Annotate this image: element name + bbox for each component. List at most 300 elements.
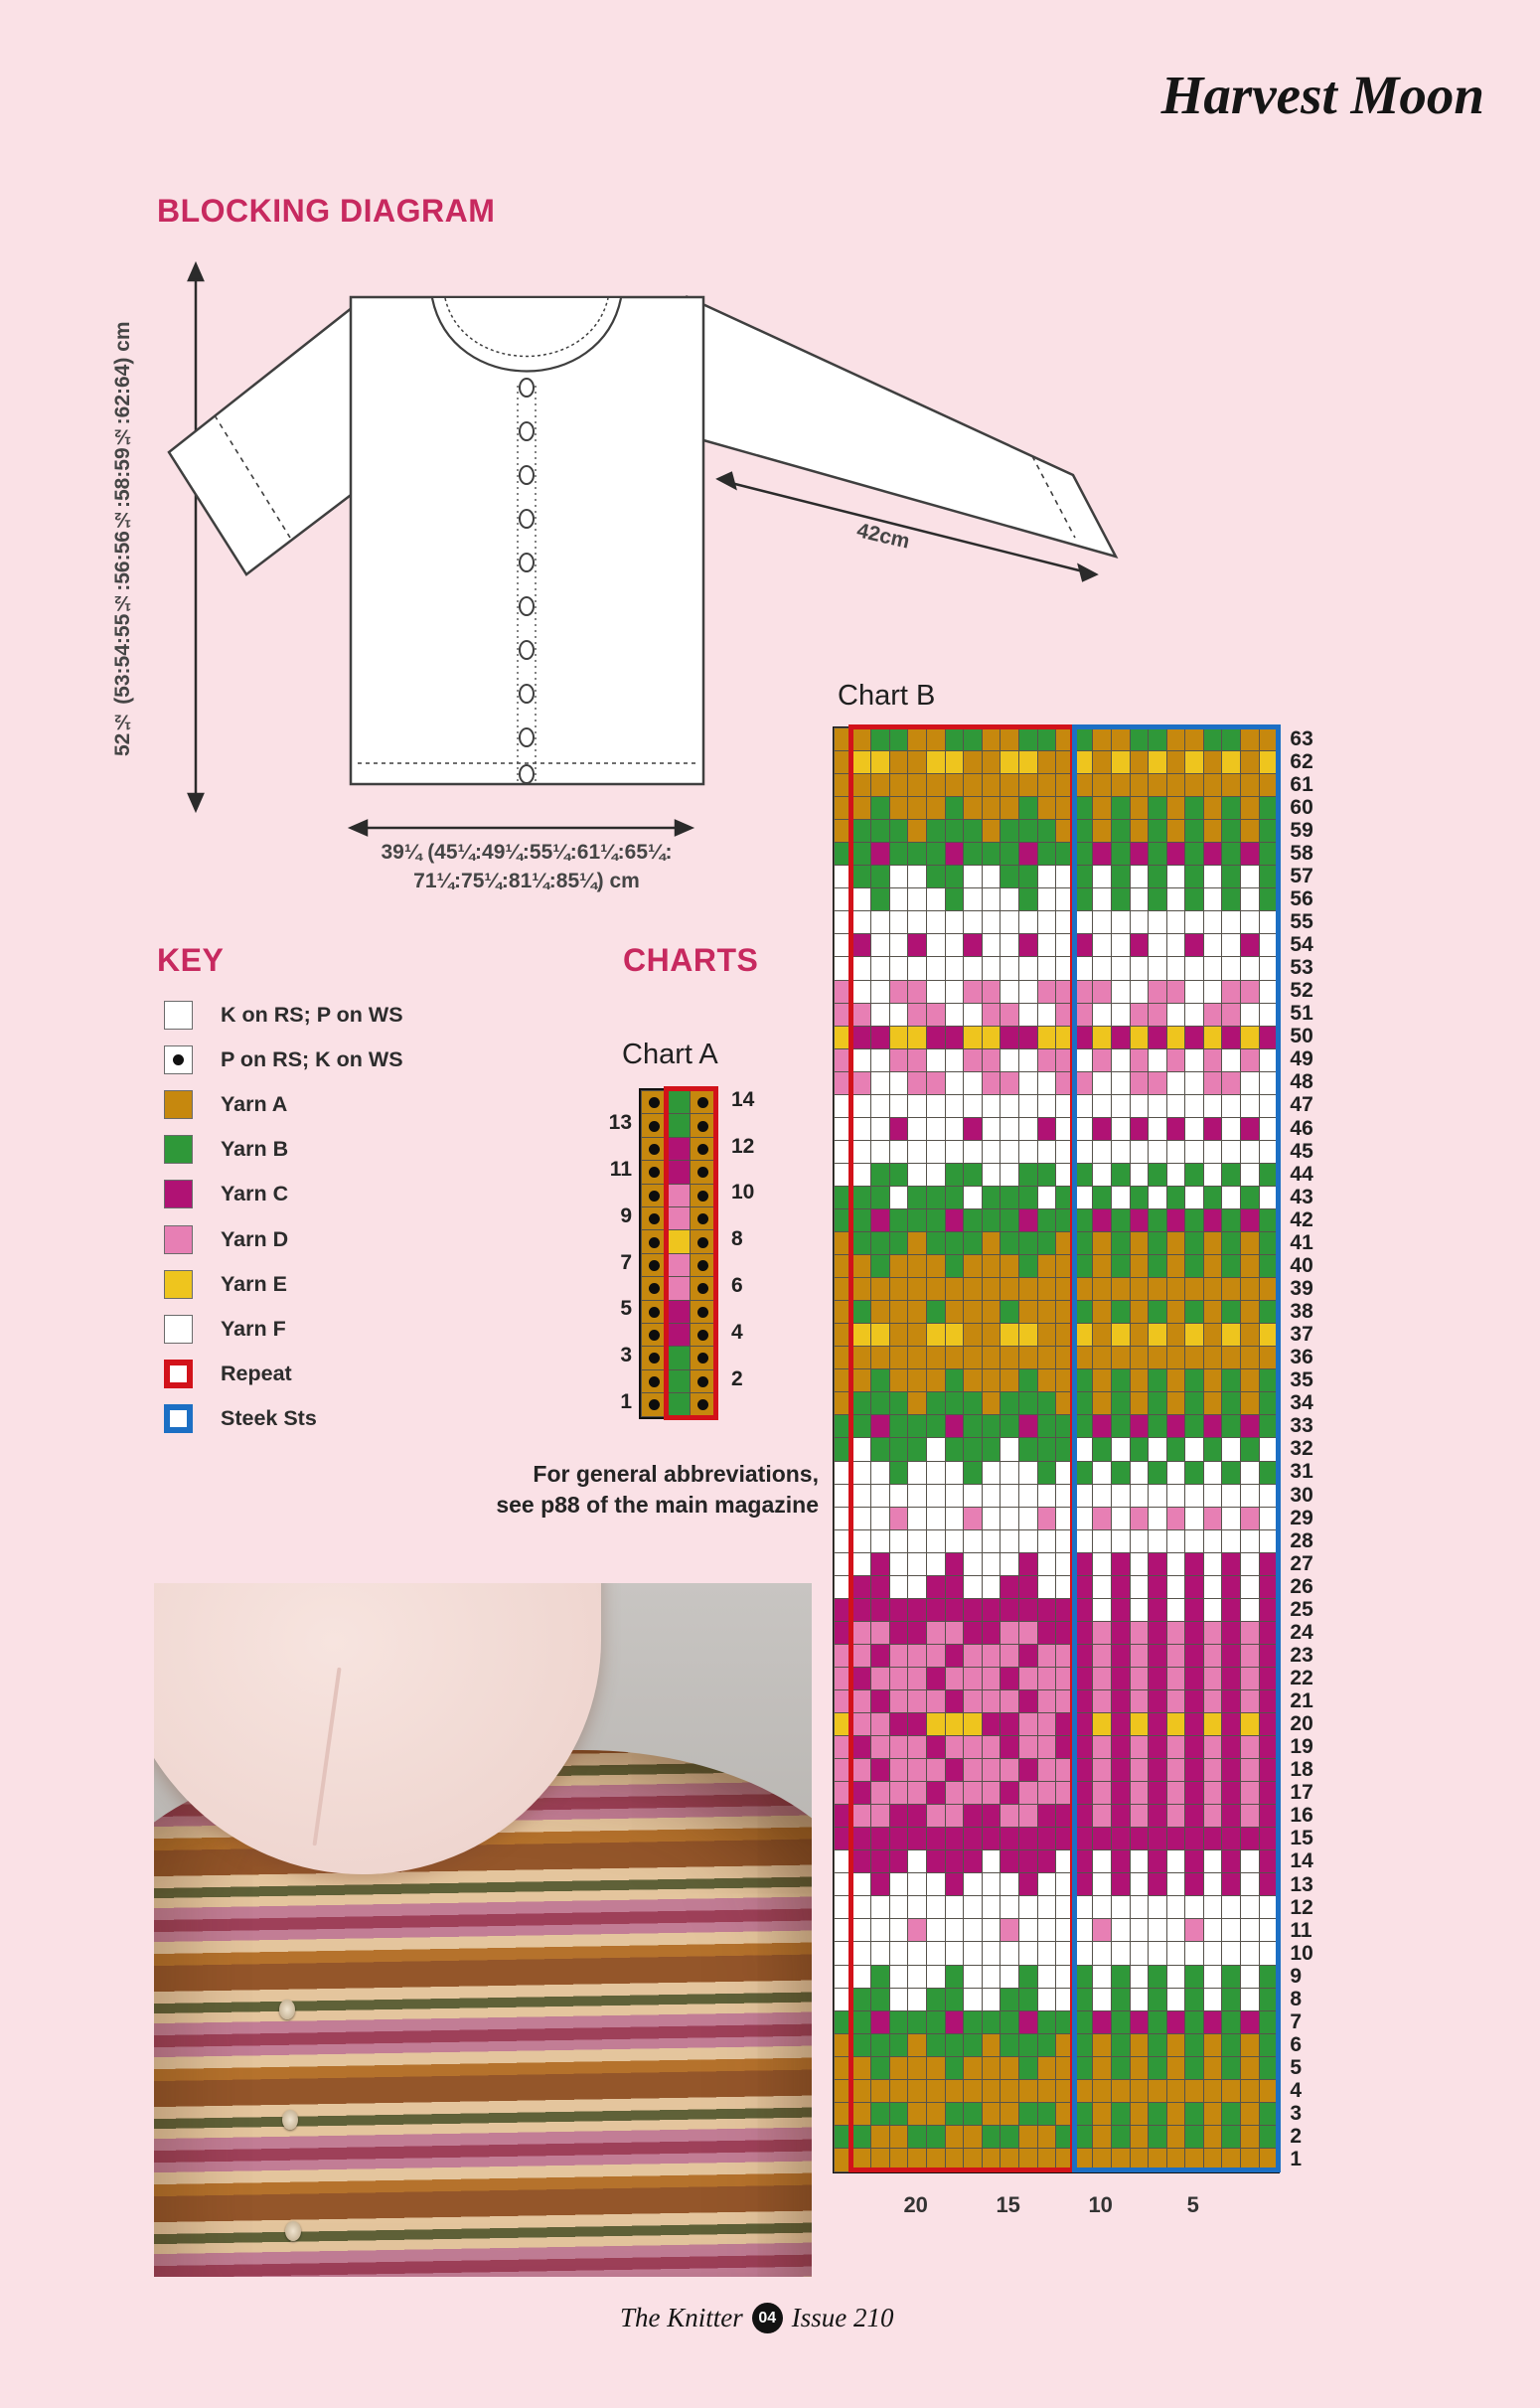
chart-cell-yarn-B	[946, 820, 965, 843]
chart-cell-yarn-C	[1260, 1645, 1279, 1668]
chart-cell-yarn-B	[1149, 1255, 1167, 1278]
chart-cell-yarn-F	[1149, 1438, 1167, 1461]
chart-cell-yarn-B	[1222, 820, 1241, 843]
key-item-label: Yarn D	[221, 1226, 289, 1251]
chart-cell-yarn-B	[835, 2126, 853, 2149]
chart-cell-yarn-D	[1019, 1805, 1038, 1828]
chart-cell-yarn-C	[1131, 1209, 1150, 1232]
chart-cell-yarn-C	[908, 1828, 927, 1850]
chart-cell-yarn-C	[1075, 1759, 1094, 1782]
chart-b-row-number: 6	[1290, 2032, 1303, 2056]
chart-cell-yarn-B	[1038, 1438, 1057, 1461]
chart-cell-yarn-A	[1149, 2149, 1167, 2171]
chart-cell-yarn-B	[908, 1209, 927, 1232]
chart-b-row-number: 49	[1290, 1047, 1313, 1071]
chart-cell-yarn-A	[890, 2126, 909, 2149]
chart-cell-yarn-F	[835, 1118, 853, 1141]
chart-cell-yarn-A	[1131, 2057, 1150, 2080]
chart-cell-yarn-D	[927, 1645, 946, 1668]
chart-b-stitch-number: 10	[1088, 2191, 1113, 2217]
footer	[620, 2303, 894, 2333]
chart-cell-yarn-B	[835, 1438, 853, 1461]
chart-cell-yarn-B	[1112, 2034, 1131, 2057]
chart-cell-yarn-A	[1112, 2080, 1131, 2103]
chart-cell-yarn-B	[1075, 1255, 1094, 1278]
chart-cell-yarn-F	[1222, 1118, 1241, 1141]
chart-b-row-number: 40	[1290, 1253, 1313, 1277]
chart-cell-yarn-F	[1112, 1141, 1131, 1164]
chart-cell-yarn-C	[1019, 1645, 1038, 1668]
chart-cell-yarn-B	[964, 1232, 983, 1255]
chart-cell-yarn-F	[835, 1095, 853, 1118]
chart-cell-yarn-F	[1056, 1485, 1075, 1508]
chart-cell-yarn-A	[642, 1347, 667, 1369]
chart-cell-yarn-D	[964, 1736, 983, 1759]
chart-cell-yarn-D	[1222, 1072, 1241, 1095]
chart-cell-yarn-F	[1149, 1095, 1167, 1118]
chart-cell-yarn-F	[1038, 1919, 1057, 1942]
chart-cell-yarn-C	[1185, 1622, 1204, 1645]
chart-cell-yarn-F	[1112, 1919, 1131, 1942]
chart-cell-yarn-C	[1260, 1782, 1279, 1805]
chart-cell-yarn-B	[1149, 1989, 1167, 2011]
chart-cell-yarn-F	[1093, 1553, 1112, 1576]
chart-cell-yarn-F	[1001, 1462, 1019, 1485]
chart-cell-yarn-F	[1204, 1599, 1223, 1622]
chart-cell-yarn-B	[964, 1415, 983, 1438]
chart-cell-yarn-A	[871, 1278, 890, 1301]
chart-cell-yarn-D	[1204, 1049, 1223, 1072]
chart-cell-yarn-A	[1204, 774, 1223, 797]
chart-b-row-number: 18	[1290, 1758, 1313, 1782]
chart-cell-yarn-A	[927, 1369, 946, 1392]
chart-cell-yarn-B	[1222, 888, 1241, 911]
chart-cell-yarn-C	[1019, 1599, 1038, 1622]
chart-cell-yarn-F	[1222, 1508, 1241, 1530]
key-swatch	[164, 1360, 193, 1388]
abbreviations-note: For general abbreviations, see p88 of the main magazine	[496, 1461, 819, 1518]
chart-cell-yarn-B	[1112, 2126, 1131, 2149]
chart-cell-yarn-A	[1093, 728, 1112, 751]
chart-cell-yarn-A	[1056, 2080, 1075, 2103]
chart-cell-yarn-A	[1038, 2057, 1057, 2080]
chart-cell-yarn-B	[1185, 1209, 1204, 1232]
chart-cell-yarn-D	[835, 1072, 853, 1095]
key-swatch	[164, 1270, 193, 1299]
chart-cell-yarn-F	[964, 866, 983, 888]
chart-cell-yarn-F	[853, 1530, 872, 1553]
chart-cell-yarn-F	[1093, 1599, 1112, 1622]
chart-cell-yarn-A	[1019, 774, 1038, 797]
chart-cell-yarn-D	[835, 1004, 853, 1027]
chart-cell-yarn-B	[853, 866, 872, 888]
chart-cell-yarn-C	[890, 1828, 909, 1850]
chart-cell-yarn-F	[1222, 1049, 1241, 1072]
chart-cell-yarn-C	[890, 1622, 909, 1645]
chart-cell-yarn-D	[927, 1622, 946, 1645]
chart-cell-yarn-F	[1038, 1530, 1057, 1553]
chart-cell-yarn-C	[908, 934, 927, 957]
chart-cell-yarn-C	[964, 1828, 983, 1850]
chart-cell-yarn-A	[1204, 1278, 1223, 1301]
chart-cell-yarn-F	[1131, 1141, 1150, 1164]
chart-cell-yarn-B	[871, 2057, 890, 2080]
chart-cell-yarn-C	[964, 1805, 983, 1828]
chart-cell-yarn-E	[1112, 1324, 1131, 1347]
chart-cell-yarn-A	[1056, 2149, 1075, 2171]
chart-cell-yarn-D	[983, 1690, 1001, 1713]
chart-cell-yarn-D	[1204, 1004, 1223, 1027]
chart-cell-yarn-B	[1075, 1966, 1094, 1989]
chart-cell-yarn-F	[1112, 1508, 1131, 1530]
chart-cell-yarn-D	[1241, 1645, 1260, 1668]
chart-cell-yarn-C	[1149, 1576, 1167, 1599]
chart-cell-yarn-F	[964, 1873, 983, 1896]
chart-cell-yarn-B	[1222, 1369, 1241, 1392]
chart-cell-yarn-A	[1185, 1278, 1204, 1301]
chart-cell-yarn-D	[908, 1759, 927, 1782]
chart-cell-yarn-B	[1185, 1301, 1204, 1324]
chart-cell-yarn-B	[1185, 2126, 1204, 2149]
chart-cell-yarn-F	[1056, 1462, 1075, 1485]
chart-b-stitch-number: 20	[903, 2191, 928, 2217]
chart-cell-yarn-D	[964, 1782, 983, 1805]
chart-cell-yarn-D	[835, 1782, 853, 1805]
chart-cell-yarn-F	[890, 957, 909, 980]
chart-cell-yarn-C	[1185, 1850, 1204, 1873]
chart-cell-yarn-A	[835, 2103, 853, 2126]
chart-cell-yarn-F	[1093, 1095, 1112, 1118]
chart-cell-yarn-B	[835, 1415, 853, 1438]
chart-cell-yarn-A	[1019, 2149, 1038, 2171]
chart-cell-yarn-B	[927, 843, 946, 866]
chart-cell-yarn-D	[908, 1736, 927, 1759]
chart-cell-yarn-B	[871, 1187, 890, 1209]
chart-cell-yarn-D	[983, 1782, 1001, 1805]
chart-cell-yarn-B	[927, 866, 946, 888]
chart-cell-yarn-B	[1001, 1232, 1019, 1255]
chart-cell-yarn-D	[908, 1782, 927, 1805]
chart-cell-yarn-F	[890, 888, 909, 911]
chart-cell-yarn-C	[1019, 1690, 1038, 1713]
chart-cell-yarn-B	[1019, 1164, 1038, 1187]
chart-cell-yarn-A	[1241, 1324, 1260, 1347]
chart-cell-yarn-B	[853, 2034, 872, 2057]
chart-cell-yarn-F	[908, 888, 927, 911]
chart-b-row-number: 29	[1290, 1506, 1313, 1529]
chart-cell-yarn-F	[1260, 1049, 1279, 1072]
chart-cell-yarn-C	[853, 1850, 872, 1873]
chart-cell-yarn-C	[946, 1553, 965, 1576]
chart-cell-yarn-F	[1167, 1850, 1186, 1873]
right-sleeve	[688, 297, 1116, 557]
chart-cell-yarn-C	[1260, 1805, 1279, 1828]
chart-b-row-number: 37	[1290, 1323, 1313, 1347]
chart-cell-yarn-A	[964, 2057, 983, 2080]
chart-cell-yarn-F	[908, 1989, 927, 2011]
chart-cell-yarn-F	[1260, 1508, 1279, 1530]
chart-cell-yarn-B	[927, 1392, 946, 1415]
chart-cell-yarn-F	[1241, 1576, 1260, 1599]
chart-cell-yarn-F	[1056, 1118, 1075, 1141]
chart-cell-yarn-F	[835, 1896, 853, 1919]
chart-cell-yarn-B	[1019, 1187, 1038, 1209]
chart-cell-yarn-F	[946, 1049, 965, 1072]
chart-b-row-number: 7	[1290, 2009, 1303, 2033]
chart-cell-yarn-D	[1131, 1690, 1150, 1713]
chart-cell-yarn-C	[1149, 1690, 1167, 1713]
chart-cell-yarn-B	[835, 1209, 853, 1232]
chart-cell-yarn-F	[1001, 1141, 1019, 1164]
chart-cell-yarn-C	[1093, 1118, 1112, 1141]
chart-cell-yarn-E	[927, 1324, 946, 1347]
chart-cell-yarn-A	[1167, 2149, 1186, 2171]
chart-cell-yarn-F	[1167, 1095, 1186, 1118]
chart-cell-yarn-C	[1185, 1873, 1204, 1896]
chart-cell-yarn-D	[1167, 1049, 1186, 1072]
chart-cell-yarn-D	[1131, 1004, 1150, 1027]
chart-b-row-number: 61	[1290, 772, 1313, 796]
chart-cell-yarn-C	[1075, 1805, 1094, 1828]
chart-cell-yarn-C	[853, 1599, 872, 1622]
chart-cell-yarn-E	[1019, 1324, 1038, 1347]
chart-cell-yarn-A	[642, 1393, 667, 1416]
chart-cell-yarn-B	[1204, 1187, 1223, 1209]
chart-cell-yarn-A	[691, 1161, 715, 1184]
chart-cell-yarn-D	[1131, 1805, 1150, 1828]
chart-cell-yarn-A	[983, 797, 1001, 820]
chart-cell-yarn-B	[946, 1966, 965, 1989]
chart-cell-yarn-A	[1167, 1369, 1186, 1392]
chart-cell-yarn-F	[1038, 911, 1057, 934]
chart-cell-yarn-A	[1241, 1301, 1260, 1324]
chart-cell-yarn-F	[1167, 957, 1186, 980]
chart-cell-yarn-C	[853, 1828, 872, 1850]
chart-b-row-number: 46	[1290, 1116, 1313, 1140]
chart-cell-yarn-D	[871, 1736, 890, 1759]
chart-cell-yarn-C	[1131, 934, 1150, 957]
chart-cell-yarn-F	[927, 981, 946, 1004]
chart-cell-yarn-C	[1075, 1668, 1094, 1690]
chart-cell-yarn-F	[1204, 981, 1223, 1004]
chart-cell-yarn-F	[908, 1485, 927, 1508]
chart-cell-yarn-F	[1112, 1942, 1131, 1965]
chart-cell-yarn-B	[1075, 866, 1094, 888]
chart-cell-yarn-D	[983, 1668, 1001, 1690]
chart-cell-yarn-B	[1185, 1255, 1204, 1278]
chart-cell-yarn-C	[890, 1599, 909, 1622]
chart-cell-yarn-C	[871, 2011, 890, 2034]
chart-cell-yarn-C	[946, 1645, 965, 1668]
chart-cell-yarn-F	[908, 1873, 927, 1896]
chart-cell-yarn-B	[1001, 1301, 1019, 1324]
chart-cell-yarn-C	[1019, 1828, 1038, 1850]
chart-cell-yarn-A	[1204, 2126, 1223, 2149]
chart-cell-yarn-A	[1241, 751, 1260, 774]
chart-cell-yarn-B	[1260, 1462, 1279, 1485]
chart-cell-yarn-D	[667, 1254, 692, 1277]
chart-cell-yarn-C	[1075, 1782, 1094, 1805]
chart-cell-yarn-E	[1001, 751, 1019, 774]
chart-cell-yarn-C	[835, 1828, 853, 1850]
chart-cell-yarn-B	[871, 2034, 890, 2057]
chart-cell-yarn-C	[1093, 1828, 1112, 1850]
chart-cell-yarn-A	[691, 1254, 715, 1277]
chart-cell-yarn-A	[871, 1347, 890, 1369]
chart-cell-yarn-F	[1131, 1164, 1150, 1187]
chart-cell-yarn-F	[1075, 1485, 1094, 1508]
chart-cell-yarn-F	[1241, 911, 1260, 934]
footer-magazine: The Knitter	[620, 2303, 743, 2332]
chart-cell-yarn-F	[964, 1896, 983, 1919]
chart-cell-yarn-B	[983, 2011, 1001, 2034]
chart-cell-yarn-D	[1241, 1782, 1260, 1805]
chart-cell-yarn-A	[691, 1091, 715, 1114]
chart-cell-yarn-F	[1001, 1118, 1019, 1141]
chart-cell-yarn-F	[1222, 957, 1241, 980]
chart-cell-yarn-F	[964, 1989, 983, 2011]
chart-cell-yarn-A	[1185, 728, 1204, 751]
chart-cell-yarn-F	[1056, 1989, 1075, 2011]
chart-b-row-number: 28	[1290, 1528, 1313, 1552]
chart-cell-yarn-F	[964, 1919, 983, 1942]
chart-cell-yarn-D	[1019, 1713, 1038, 1736]
chart-cell-yarn-A	[1131, 1255, 1150, 1278]
chart-cell-yarn-C	[1260, 1622, 1279, 1645]
chart-cell-yarn-F	[983, 1989, 1001, 2011]
chart-cell-yarn-F	[1112, 1072, 1131, 1095]
chart-cell-yarn-A	[908, 1255, 927, 1278]
chart-cell-yarn-A	[890, 2080, 909, 2103]
chart-cell-yarn-F	[1112, 1049, 1131, 1072]
chart-cell-yarn-F	[1204, 1462, 1223, 1485]
chart-cell-yarn-E	[1131, 1027, 1150, 1049]
chart-cell-yarn-F	[853, 1462, 872, 1485]
chart-cell-yarn-F	[1260, 1485, 1279, 1508]
chart-cell-yarn-B	[890, 2034, 909, 2057]
chart-cell-yarn-A	[1038, 1347, 1057, 1369]
chart-cell-yarn-B	[1019, 797, 1038, 820]
chart-cell-yarn-D	[1038, 1782, 1057, 1805]
chart-cell-yarn-F	[1260, 1919, 1279, 1942]
chart-cell-yarn-A	[964, 2149, 983, 2171]
chart-cell-yarn-A	[1204, 751, 1223, 774]
chart-cell-yarn-B	[908, 2126, 927, 2149]
chart-cell-yarn-B	[1149, 1415, 1167, 1438]
chart-cell-yarn-B	[1056, 2011, 1075, 2034]
chart-cell-yarn-F	[908, 1141, 927, 1164]
chart-cell-yarn-A	[983, 2057, 1001, 2080]
chart-cell-yarn-C	[1241, 1415, 1260, 1438]
chart-cell-yarn-D	[1093, 1919, 1112, 1942]
chart-cell-yarn-F	[890, 1004, 909, 1027]
chart-cell-yarn-F	[835, 1485, 853, 1508]
charts-heading: CHARTS	[623, 942, 759, 978]
chart-cell-yarn-A	[1093, 751, 1112, 774]
chart-cell-yarn-F	[1204, 934, 1223, 957]
chart-cell-yarn-B	[1019, 1966, 1038, 1989]
chart-cell-yarn-B	[1001, 1209, 1019, 1232]
chart-cell-yarn-A	[1075, 1278, 1094, 1301]
chart-cell-yarn-A	[853, 1347, 872, 1369]
chart-cell-yarn-A	[890, 1347, 909, 1369]
chart-cell-yarn-D	[1038, 1736, 1057, 1759]
chart-cell-yarn-C	[853, 1576, 872, 1599]
chart-cell-yarn-F	[908, 1553, 927, 1576]
chart-cell-yarn-F	[1241, 1095, 1260, 1118]
chart-cell-yarn-F	[1185, 1438, 1204, 1461]
chart-cell-yarn-A	[1131, 2080, 1150, 2103]
chart-cell-yarn-C	[927, 1668, 946, 1690]
sleeve-measurement: 42cm	[854, 519, 912, 554]
chart-cell-yarn-C	[871, 1576, 890, 1599]
chart-cell-yarn-D	[1131, 1668, 1150, 1690]
chart-cell-yarn-F	[1204, 1164, 1223, 1187]
chart-cell-yarn-B	[908, 1415, 927, 1438]
chart-cell-yarn-A	[835, 1255, 853, 1278]
chart-cell-yarn-A	[1001, 1278, 1019, 1301]
chart-b-row-number: 13	[1290, 1872, 1313, 1896]
chart-cell-yarn-D	[1001, 1919, 1019, 1942]
chart-b-row-number: 30	[1290, 1483, 1313, 1507]
chart-cell-yarn-C	[946, 843, 965, 866]
chart-cell-yarn-F	[908, 911, 927, 934]
chart-cell-yarn-D	[853, 1805, 872, 1828]
chart-cell-yarn-B	[1112, 2103, 1131, 2126]
chart-cell-yarn-E	[983, 1027, 1001, 1049]
chart-cell-yarn-A	[1019, 2126, 1038, 2149]
chart-cell-yarn-C	[1260, 1599, 1279, 1622]
chart-cell-yarn-F	[964, 957, 983, 980]
chart-b-row-number: 34	[1290, 1391, 1313, 1415]
chart-cell-yarn-B	[964, 1164, 983, 1187]
chart-cell-yarn-C	[927, 1027, 946, 1049]
chart-cell-yarn-B	[853, 1232, 872, 1255]
chart-cell-yarn-D	[853, 1004, 872, 1027]
chart-cell-yarn-F	[1131, 1553, 1150, 1576]
chart-cell-yarn-D	[1131, 1759, 1150, 1782]
chart-cell-yarn-C	[1001, 1668, 1019, 1690]
chart-cell-yarn-C	[1149, 1782, 1167, 1805]
chart-cell-yarn-C	[1075, 1873, 1094, 1896]
chart-cell-yarn-F	[1056, 1919, 1075, 1942]
chart-cell-yarn-F	[964, 1485, 983, 1508]
chart-cell-yarn-B	[1112, 1164, 1131, 1187]
chart-cell-yarn-F	[908, 1118, 927, 1141]
chart-cell-yarn-C	[1019, 1415, 1038, 1438]
chart-cell-yarn-C	[1204, 1828, 1223, 1850]
chart-cell-yarn-B	[1001, 843, 1019, 866]
chart-cell-yarn-F	[1038, 1095, 1057, 1118]
chart-cell-yarn-E	[1222, 1324, 1241, 1347]
chart-cell-yarn-E	[1149, 1324, 1167, 1347]
chart-cell-yarn-B	[1112, 820, 1131, 843]
chart-cell-yarn-E	[1093, 1027, 1112, 1049]
chart-cell-yarn-F	[890, 1095, 909, 1118]
chart-cell-yarn-C	[871, 1828, 890, 1850]
key-swatch	[164, 1135, 193, 1164]
chart-b-row-number: 45	[1290, 1139, 1313, 1163]
chart-cell-yarn-C	[1204, 1209, 1223, 1232]
chart-a-row-number: 12	[731, 1134, 755, 1158]
chart-cell-yarn-A	[835, 774, 853, 797]
chart-cell-yarn-F	[1112, 934, 1131, 957]
chart-cell-yarn-F	[1185, 1896, 1204, 1919]
chart-cell-yarn-A	[927, 1347, 946, 1369]
chart-cell-yarn-F	[1149, 1508, 1167, 1530]
chart-cell-yarn-D	[1075, 1072, 1094, 1095]
chart-cell-yarn-F	[927, 888, 946, 911]
